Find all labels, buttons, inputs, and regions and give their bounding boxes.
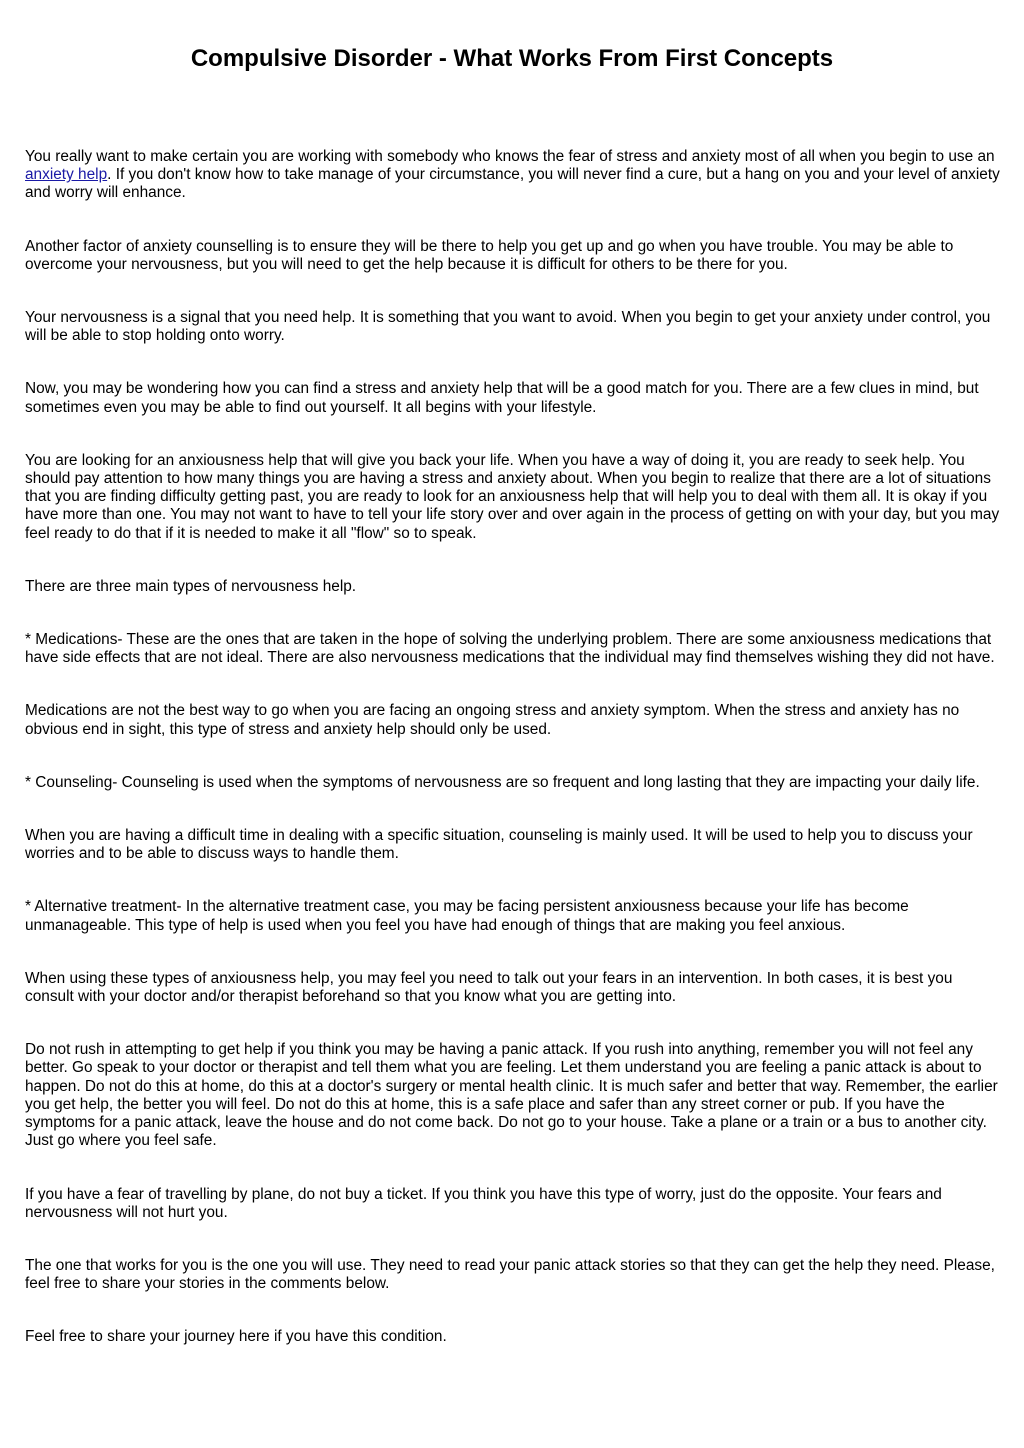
paragraph-10: When you are having a difficult time in dealing with a specific situation, counseling is mainly used. It will be used to help you to discuss your worries and to be able to discuss ways to handle them. — [25, 827, 973, 863]
article-body — [25, 148, 1003, 1347]
paragraph-9: * Counseling- Counseling is used when the symptoms of nervousness are so frequent and long lasting that they are impacting your daily life. — [25, 773, 980, 791]
paragraph-1 — [25, 148, 1003, 203]
paragraph-12: When using these types of anxiousness help, you may feel you need to talk out your fears in an intervention. In both cases, it is best you consult with your doctor and/or therapist beforehand so that you know what you are getting into. — [25, 969, 953, 1006]
paragraph-2: Another factor of anxiety counselling is to ensure they will be there to help you get up and go when you have trouble. You may be able to overcome your nervousness, but you will need to get the help because it is difficult for others to be there for you. — [25, 237, 954, 273]
page-title: Compulsive Disorder - What Works From First Concepts — [190, 45, 834, 72]
paragraph-5: You are looking for an anxiousness help that will give you back your life. When you have a way of doing it, you are ready to seek help. You should pay attention to how many things you are having a stress and anxiety about. When you begin to realize that there are a lot of situations that you are finding difficulty getting past, you are ready to look for an anxiousness help that will help you to deal with them all. It is okay if you have more than one. You may not want to have to tell your life story over and over again in the process of getting on with your day, but you may feel ready to do that if it is needed to make it all "flow" so to speak. — [25, 451, 1000, 542]
anxiety-help-link[interactable]: anxiety help — [25, 166, 108, 184]
paragraph-7: * Medications- These are the ones that are taken in the hope of solving the underlying problem. There are some anxiousness medications that have side effects that are not ideal. There are also nervousness medications that the individual may find themselves wishing they did not have. — [25, 631, 995, 667]
paragraph-1-text-before: You really want to make certain you are working with somebody who knows the fear of stress and anxiety most of all when you begin to use an — [25, 148, 995, 165]
paragraph-13: Do not rush in attempting to get help if you think you may be having a panic attack. If you rush into anything, remember you will not feel any better. Go speak to your doctor or therapist and tell them what you are feeling. Let them understand you are feeling a panic attack is about to happen. Do not do this at home, do this at a doctor's surgery or mental health clinic. It is much safer and better that way. Remember, the earlier you get help, the better you will feel. Do not do this at home, this is a safe place and safer than any street corner or pub. If you have the symptoms for a panic attack, leave the house and do not come back. Do not go to your house. Take a plane or a train or a bus to another city. Just go where you feel safe. — [25, 1041, 998, 1150]
paragraph-6: There are three main types of nervousness help. — [25, 577, 357, 595]
paragraph-14: If you have a fear of travelling by plane, do not buy a ticket. If you think you have this type of worry, just do the opposite. Your fears and nervousness will not hurt you. — [25, 1185, 942, 1221]
paragraph-4: Now, you may be wondering how you can find a stress and anxiety help that will be a good match for you. There are a few clues in mind, but sometimes even you may be able to find out yourself. It all begins with your lifestyle. — [25, 380, 979, 416]
paragraph-15: The one that works for you is the one you will use. They need to read your panic attack stories so that they can get the help they need. Please, feel free to share your stories in the comments below. — [25, 1256, 995, 1293]
paragraph-11: * Alternative treatment- In the alternative treatment case, you may be facing persistent anxiousness because your life has become unmanageable. This type of help is used when you feel you have had enough of things that are making you feel anxious. — [25, 898, 909, 934]
paragraph-1-text-after: . If you don't know how to take manage of your circumstance, you will never find a cure, but a hang on you and your level of anxiety and worry will enhance. — [25, 166, 1000, 202]
paragraph-3: Your nervousness is a signal that you need help. It is something that you want to avoid. When you begin to get your anxiety under control, you will be able to stop holding onto worry. — [25, 309, 991, 345]
paragraph-16: Feel free to share your journey here if you have this condition. — [25, 1328, 447, 1346]
paragraph-8: Medications are not the best way to go when you are facing an ongoing stress and anxiety symptom. When the stress and anxiety has no obvious end in sight, this type of stress and anxiety help should only be used. — [25, 702, 960, 738]
